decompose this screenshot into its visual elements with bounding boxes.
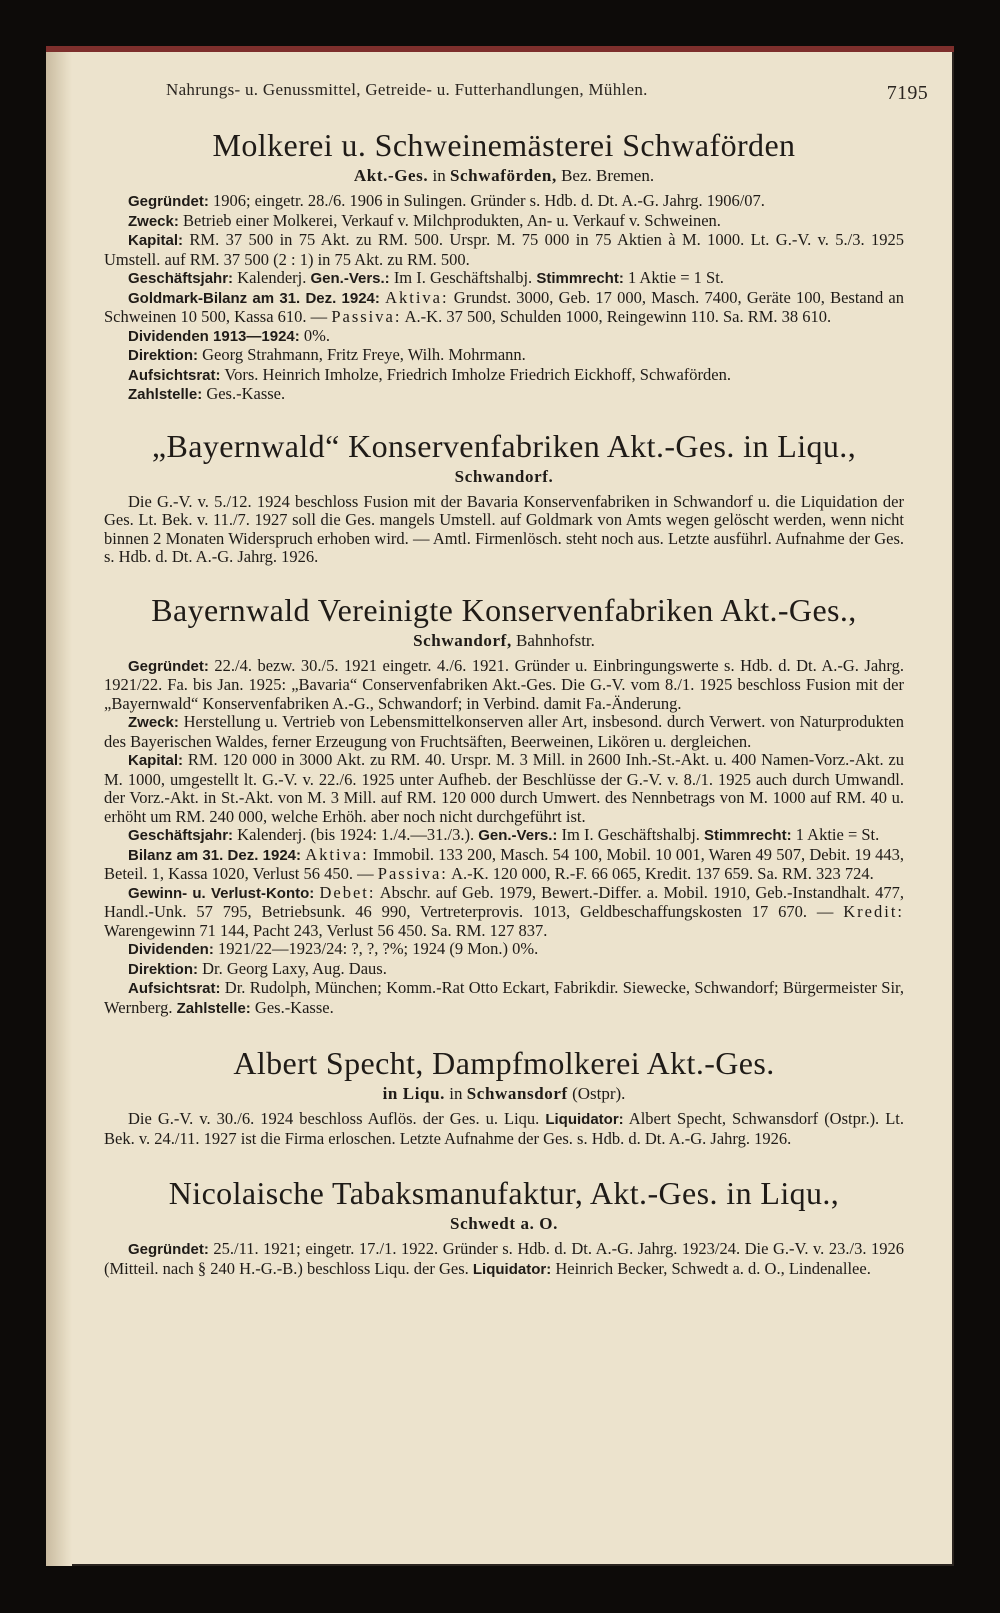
company-city: Schwandorf.	[454, 466, 554, 486]
label: Stimmrecht:	[536, 270, 624, 287]
value: Kalenderj. (bis 1924: 1./4.—31./3.).	[237, 825, 475, 844]
entry-subtitle	[104, 166, 904, 186]
value: Grundst. 3000, Geb. 17 000, Masch. 7400, Geräte 100, Bestand an Schweinen 10 500, Kassa 610. —	[104, 287, 904, 326]
value: 1906; eingetr. 28./6. 1906 in Sulingen. Gründer s. Hdb. d. Dt. A.-G. Jahrg. 1906/07.	[212, 191, 765, 210]
fiscal-year-paragraph	[104, 269, 904, 289]
company-form: Akt.-Ges.	[353, 166, 429, 185]
board-paragraph	[104, 979, 904, 1018]
label: Gegründet:	[128, 1241, 209, 1258]
label: Aktiva:	[305, 844, 369, 864]
directors-paragraph	[104, 960, 904, 980]
entry-albert-specht	[104, 1044, 904, 1148]
fiscal-year-paragraph	[104, 826, 904, 846]
dividends-paragraph	[104, 327, 904, 347]
company-city: Schwedt a. O.	[450, 1214, 558, 1233]
label: Passiva:	[331, 307, 402, 326]
entry-title: Albert Specht, Dampfmolkerei Akt.-Ges.	[233, 1045, 775, 1081]
value: Herstellung u. Vertrieb von Lebensmittelkonserven aller Art, insbesond. durch Verwert. von Naturprodukten des Bayerischen Waldes, ferner Erzeugung von Fruchtsäften, Beerweinen, Likören u. dergleichen.	[104, 712, 905, 751]
label: Dividenden 1913—1924:	[128, 327, 300, 345]
label: Aufsichtsrat:	[128, 366, 221, 384]
label: Stimmrecht:	[704, 827, 792, 844]
entry-subtitle	[104, 467, 904, 487]
value: A.-K. 37 500, Schulden 1000, Reingewinn 110. Sa. RM. 38 610.	[404, 307, 832, 326]
label: Passiva:	[377, 864, 448, 883]
label: Gegründet:	[128, 657, 209, 675]
entry-text	[104, 1240, 904, 1279]
value: 1 Aktie = 1 St.	[627, 268, 724, 287]
value: 1 Aktie = St.	[795, 825, 880, 844]
value: Georg Strahmann, Fritz Freye, Wilh. Mohrmann.	[202, 345, 526, 364]
value: Warengewinn 71 144, Pacht 243, Verlust 56 450. Sa. RM. 127 837.	[104, 920, 548, 940]
entry-title: Nicolaische Tabaksmanufaktur, Akt.-Ges. in Liqu.,	[168, 1175, 840, 1211]
purpose-paragraph	[104, 713, 904, 751]
label: Kapital:	[128, 232, 184, 249]
entry-title: „Bayernwald“ Konservenfabriken Akt.-Ges. in Liqu.,	[151, 427, 857, 464]
subtitle-in: in	[449, 1084, 463, 1103]
running-header	[166, 80, 928, 104]
label: Aufsichtsrat:	[128, 980, 221, 997]
value: Albert Specht, Schwansdorf (Ostpr.). Lt. Bek. v. 24./11. 1927 ist die Firma erloschen. Letzte Aufnahme der Ges. s. Hdb. d. Dt. A.-G. Jahrg. 1926.	[104, 1109, 904, 1148]
founded-paragraph	[104, 657, 904, 714]
label: Geschäftsjahr:	[128, 270, 234, 287]
value: Im I. Geschäftshalbj.	[393, 268, 533, 287]
entry-nicolaische-tabak	[104, 1174, 904, 1279]
value: Betrieb einer Molkerei, Verkauf v. Milchprodukten, An- u. Verkauf v. Schweinen.	[182, 210, 721, 230]
value: Immobil. 133 200, Masch. 54 100, Mobil. 10 001, Waren 49 507, Debit. 19 443, Beteil. 1, Kassa 1020, Verlust 56 450. —	[104, 844, 904, 883]
company-city: Schwansdorf	[466, 1084, 568, 1103]
entry-title: Bayernwald Vereinigte Konservenfabriken Akt.-Ges.,	[151, 591, 857, 628]
label: Direktion:	[128, 347, 199, 364]
value: RM. 37 500 in 75 Akt. zu RM. 500. Urspr. M. 75 000 in 75 Aktien à M. 1000. Lt. G.-V. v. 5./3. 1925 Umstell. auf RM. 37 500 (2 : 1) in 75 Akt. zu RM. 500.	[104, 230, 905, 269]
entry-text	[104, 1110, 904, 1148]
label: Goldmark-Bilanz am 31. Dez. 1924:	[128, 289, 380, 307]
label: Geschäftsjahr:	[128, 827, 234, 844]
entry-title: Molkerei u. Schweinemästerei Schwaförden	[212, 127, 796, 163]
running-title: Nahrungs- u. Genussmittel, Getreide- u. Futterhandlungen, Mühlen.	[166, 80, 648, 99]
value: 0%.	[303, 325, 330, 345]
label: Zahlstelle:	[176, 999, 251, 1017]
label: Gen.-Vers.:	[478, 827, 558, 844]
value: 25./11. 1921; eingetr. 17./1. 1922. Gründer s. Hdb. d. Dt. A.-G. Jahrg. 1923/24. Die G.-V. v. 23./3. 1926 (Mitteil. nach § 240 H.-G.-B.) beschloss Liqu. der Ges.	[104, 1239, 904, 1278]
label: Liquidator:	[545, 1111, 624, 1128]
page-content	[104, 126, 904, 1279]
entry-subtitle	[104, 1084, 904, 1104]
entry-bayernwald-liqu	[104, 427, 904, 567]
value: A.-K. 120 000, R.-F. 66 065, Kredit. 137 659. Sa. RM. 323 724.	[451, 864, 874, 883]
value: Dr. Rudolph, München; Komm.-Rat Otto Eckart, Fabrikdir. Siewecke, Schwandorf; Bürgermeister Sir, Wernberg.	[104, 978, 904, 1017]
balance-paragraph	[104, 846, 904, 884]
entry-bayernwald-vereinigte	[104, 591, 904, 1019]
value: Ges.-Kasse.	[254, 997, 334, 1017]
label: Liquidator:	[472, 1260, 552, 1278]
label: Bilanz am 31. Dez. 1924:	[128, 846, 302, 864]
label: Debet:	[319, 882, 376, 902]
value: RM. 120 000 in 3000 Akt. zu RM. 40. Urspr. M. 3 Mill. in 2600 Inh.-St.-Akt. u. 400 Namen-Vorz.-Akt. zu M. 1000, umgestellt lt. G.-V. v. 22./6. 1925 unter Aufheb. der Beschlüsse der G.-V. v. 8./1. 1925 auch durch Umwandl. der Vorz.-Akt. in St.-Akt. von M. 3 Mill. auf RM. 120 000 durch Umwert. des Nennbetrags von M. 1000 auf RM. 40 u. erhöht um RM. 240 000, welche Erhöh. aber noch nicht durchgeführt ist.	[104, 750, 905, 826]
value: Heinrich Becker, Schwedt a. d. O., Lindenallee.	[555, 1258, 871, 1278]
value: Ges.-Kasse.	[206, 384, 286, 403]
company-form: in Liqu.	[382, 1084, 446, 1103]
board-paragraph	[104, 366, 904, 386]
subtitle-rest: Bez. Bremen.	[561, 166, 655, 185]
label: Kredit:	[843, 902, 904, 921]
subtitle-rest: (Ostpr).	[572, 1084, 626, 1103]
label: Zweck:	[128, 212, 179, 230]
capital-paragraph	[104, 231, 904, 269]
label: Zahlstelle:	[128, 386, 203, 403]
document-page	[46, 46, 954, 1566]
value: Abschr. auf Geb. 1979, Bewert.-Differ. a. Mobil. 1910, Geb.-Instandhalt. 477, Handl.-Unk. 57 795, Betriebsunk. 46 990, Vertreterprovis. 1013, Geldbeschaffungskosten 17 670. —	[104, 882, 904, 921]
entry-subtitle	[104, 631, 904, 651]
capital-paragraph	[104, 751, 904, 826]
label: Gen.-Vers.:	[310, 270, 390, 287]
label: Zweck:	[128, 714, 179, 731]
subtitle-in: in	[432, 166, 446, 185]
value: Dr. Georg Laxy, Aug. Daus.	[202, 958, 387, 978]
label: Gegründet:	[128, 193, 209, 210]
paying-agent-paragraph	[104, 385, 904, 405]
label: Aktiva:	[385, 287, 449, 307]
profit-loss-paragraph	[104, 884, 904, 941]
label: Dividenden:	[128, 941, 214, 958]
value: Vors. Heinrich Imholze, Friedrich Imholze Friedrich Eickhoff, Schwaförden.	[224, 364, 731, 384]
directors-paragraph	[104, 346, 904, 366]
value: 1921/22—1923/24: ?, ?, ?%; 1924 (9 Mon.) 0%.	[217, 939, 539, 958]
value: 22./4. bezw. 30./5. 1921 eingetr. 4./6. 1921. Gründer u. Einbringungswerte s. Hdb. d. Dt. A.-G. Jahrg. 1921/22. Fa. bis Jan. 1925: „Bavaria“ Conservenfabriken Akt.-Ges. Die G.-V. vom 8./1. 1925 beschloss Fusion mit der „Bayernwald“ Konservenfabriken A.-G., Schwandorf; in Verbind. damit Fa.-Änderung.	[104, 655, 905, 713]
balance-paragraph	[104, 289, 904, 327]
entry-text: Die G.-V. v. 5./12. 1924 beschloss Fusion mit der Bavaria Konservenfabriken in Schwandorf u. die Liquidation der Ges. Lt. Bek. v. 11./7. 1927 soll die Ges. mangels Umstell. auf Goldmark von Amts wegen gelöscht werden, wenn nicht binnen 2 Monaten Widerspruch erhoben wird. — Amtl. Firmenlösch. steht noch aus. Letzte ausführl. Aufnahme der Ges. s. Hdb. d. Dt. A.-G. Jahrg. 1926.	[104, 491, 904, 566]
company-city: Schwaförden,	[449, 166, 557, 185]
dividends-paragraph	[104, 940, 904, 960]
founded-paragraph	[104, 192, 904, 212]
page-number: 7195	[886, 82, 928, 104]
entry-molkerei-schwafoerden	[104, 126, 904, 405]
value: Kalenderj.	[237, 268, 307, 287]
value: Die G.-V. v. 30./6. 1924 beschloss Auflös. der Ges. u. Liqu.	[128, 1109, 540, 1128]
label: Direktion:	[128, 960, 199, 978]
company-city: Schwandorf,	[413, 630, 512, 650]
purpose-paragraph	[104, 212, 904, 232]
entry-subtitle	[104, 1214, 904, 1234]
label: Kapital:	[128, 752, 184, 769]
label: Gewinn- u. Verlust-Konto:	[128, 884, 315, 902]
value: Im I. Geschäftshalbj.	[561, 825, 700, 844]
subtitle-rest: Bahnhofstr.	[516, 630, 595, 650]
